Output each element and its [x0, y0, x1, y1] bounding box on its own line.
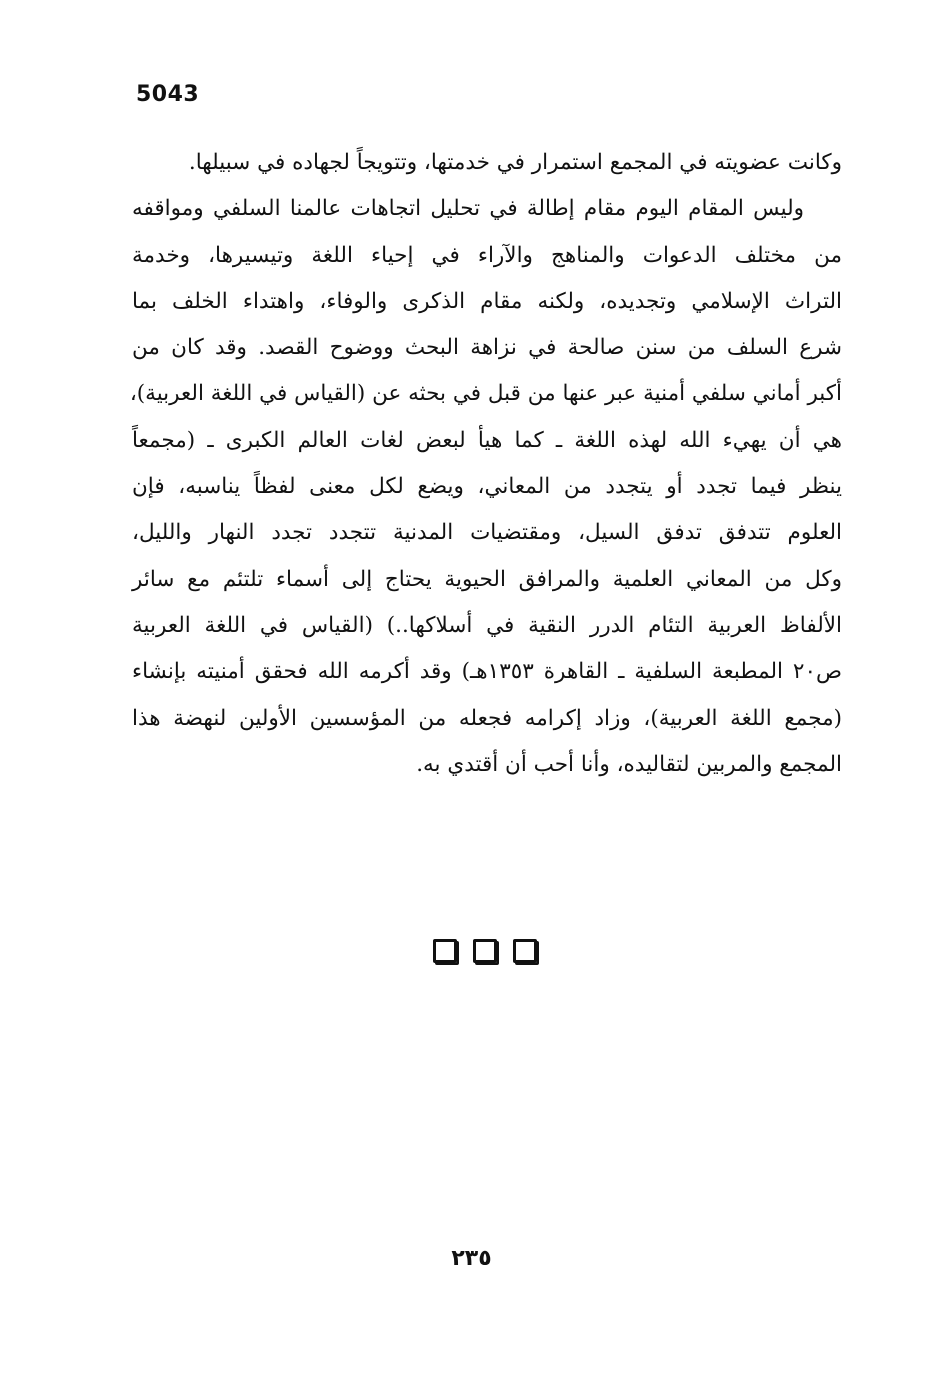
page-id: 5043 [136, 82, 200, 107]
section-separator [433, 938, 537, 964]
body-text [129, 140, 843, 788]
text-line: الألفاظ العربية التئام الدرر النقية في أسلاكها..) (القياس في اللغة العربية [132, 612, 842, 638]
text-line: وكانت عضويته في المجمع استمرار في خدمتها، وتتويجاً لجهاده في سبيلها. [188, 150, 842, 175]
text-line: هي أن يهيء الله لهذه اللغة ـ كما هيأ لبعض لغات العالم الكبرى ـ (مجمعاً [132, 427, 842, 453]
text-line: ص٢٠ المطبعة السلفية ـ القاهرة ١٣٥٣هـ) وقد أكرمه الله فحقق أمنيته بإنشاء [132, 659, 843, 685]
text-line: ينظر فيما تجدد أو يتجدد من المعاني، ويضع لكل معنى لفظاً يناسبه، فإن [132, 474, 842, 500]
square-ornament-icon [433, 939, 457, 963]
text-line: العلوم تتدفق تدفق السيل، ومقتضيات المدنية تتجدد تجدد النهار والليل، [132, 520, 842, 546]
text-line: التراث الإسلامي وتجديده، ولكنه مقام الذكرى والوفاء، واهتداء الخلف بما [132, 288, 842, 314]
text-line: المجمع والمربين لتقاليده، وأنا أحب أن أقتدي به. [416, 751, 842, 777]
square-ornament-icon [473, 939, 497, 963]
square-ornament-icon [513, 939, 537, 963]
text-line: وليس المقام اليوم مقام إطالة في تحليل اتجاهات عالمنا السلفي ومواقفه [132, 196, 804, 222]
text-line: وكل من المعاني العلمية والمرافق الحيوية يحتاج إلى أسماء تلتئم مع سائر [132, 566, 842, 592]
text-line: من مختلف الدعوات والمناهج والآراء في إحياء اللغة وتيسيرها، وخدمة [132, 242, 842, 268]
text-line: أكبر أماني سلفي أمنية عبر عنها من قبل في بحثه عن (القياس في اللغة العربية)، [129, 381, 842, 407]
text-line: شرع السلف من سنن صالحة في نزاهة البحث ووضوح القصد. وقد كان من [132, 335, 842, 361]
text-line: (مجمع اللغة العربية)، وزاد إكرامه فجعله من المؤسسين الأولين لنهضة هذا [132, 705, 842, 731]
page-number: ٢٣٥ [451, 1246, 492, 1271]
